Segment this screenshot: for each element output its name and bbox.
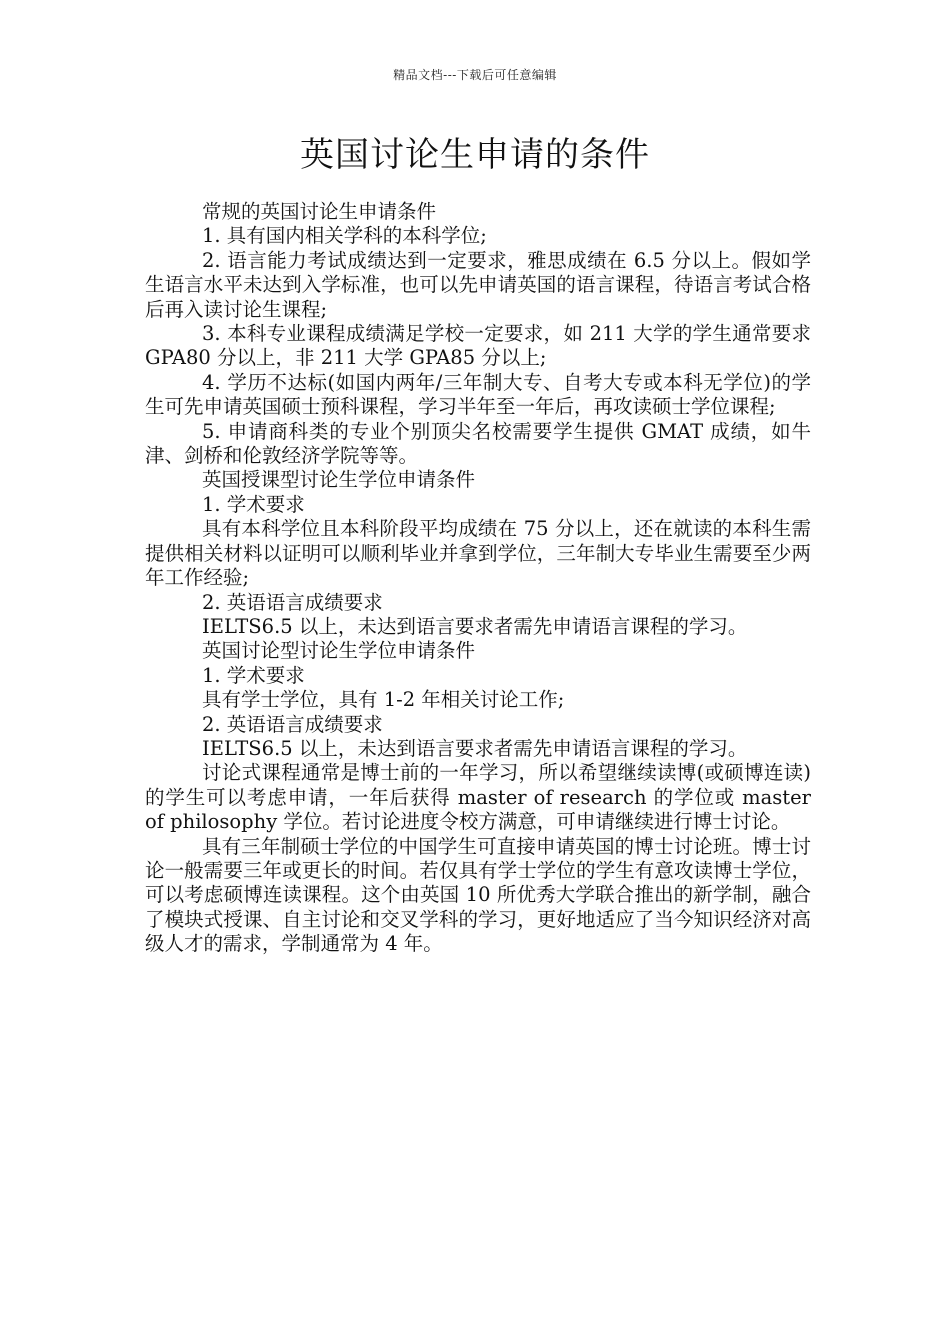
section-heading-taught: 英国授课型讨论生学位申请条件	[202, 468, 476, 492]
paragraph: 讨论式课程通常是博士前的一年学习，所以希望继续读博(或硕博连读)的学生可以考虑申请，一年后获得 master of research 的学位或 master of philosophy 学位。若讨论进度令校方满意，可申请继续进行博士讨论。	[145, 761, 811, 834]
paragraph: 具有本科学位且本科阶段平均成绩在 75 分以上，还在就读的本科生需提供相关材料以证明可以顺利毕业并拿到学位，三年制大专毕业生需要至少两年工作经验;	[145, 517, 811, 590]
list-item: 1. 具有国内相关学科的本科学位;	[202, 224, 487, 248]
paragraph: 具有三年制硕士学位的中国学生可直接申请英国的博士讨论班。博士讨论一般需要三年或更长的时间。若仅具有学士学位的学生有意攻读博士学位，可以考虑硕博连读课程。这个由英国 10 所优秀大学联合推出的新学制，融合了模块式授课、自主讨论和交叉学科的学习，更好地适应了当今知识经济对高级人才的需求，学制通常为 4 年。	[145, 834, 811, 956]
paragraph: IELTS6.5 以上，未达到语言要求者需先申请语言课程的学习。	[202, 736, 748, 760]
subheading-language: 2. 英语语言成绩要求	[202, 590, 383, 614]
list-item: 3. 本科专业课程成绩满足学校一定要求，如 211 大学的学生通常要求 GPA80 分以上，非 211 大学 GPA85 分以上;	[145, 322, 811, 370]
section-heading-research: 英国讨论型讨论生学位申请条件	[202, 639, 476, 663]
list-item: 2. 语言能力考试成绩达到一定要求，雅思成绩在 6.5 分以上。假如学生语言水平未达到入学标准，也可以先申请英国的语言课程，待语言考试合格后再入读讨论生课程;	[145, 248, 811, 321]
subheading-academic: 1. 学术要求	[202, 492, 305, 516]
document-body	[145, 200, 811, 957]
paragraph: IELTS6.5 以上，未达到语言要求者需先申请语言课程的学习。	[202, 614, 748, 638]
list-item: 4. 学历不达标(如国内两年/三年制大专、自考大专或本科无学位)的学生可先申请英国硕士预科课程，学习半年至一年后，再攻读硕士学位课程;	[145, 370, 811, 419]
subheading-academic: 1. 学术要求	[202, 663, 305, 687]
section-heading-general: 常规的英国讨论生申请条件	[202, 200, 437, 223]
page-header-note: 精品文档---下载后可任意编辑	[393, 68, 557, 82]
list-item: 5. 申请商科类的专业个别顶尖名校需要学生提供 GMAT 成绩，如牛津、剑桥和伦敦经济学院等等。	[145, 419, 811, 468]
document-title: 英国讨论生申请的条件	[300, 135, 650, 175]
paragraph: 具有学士学位，具有 1-2 年相关讨论工作;	[202, 688, 565, 712]
subheading-language: 2. 英语语言成绩要求	[202, 712, 383, 736]
